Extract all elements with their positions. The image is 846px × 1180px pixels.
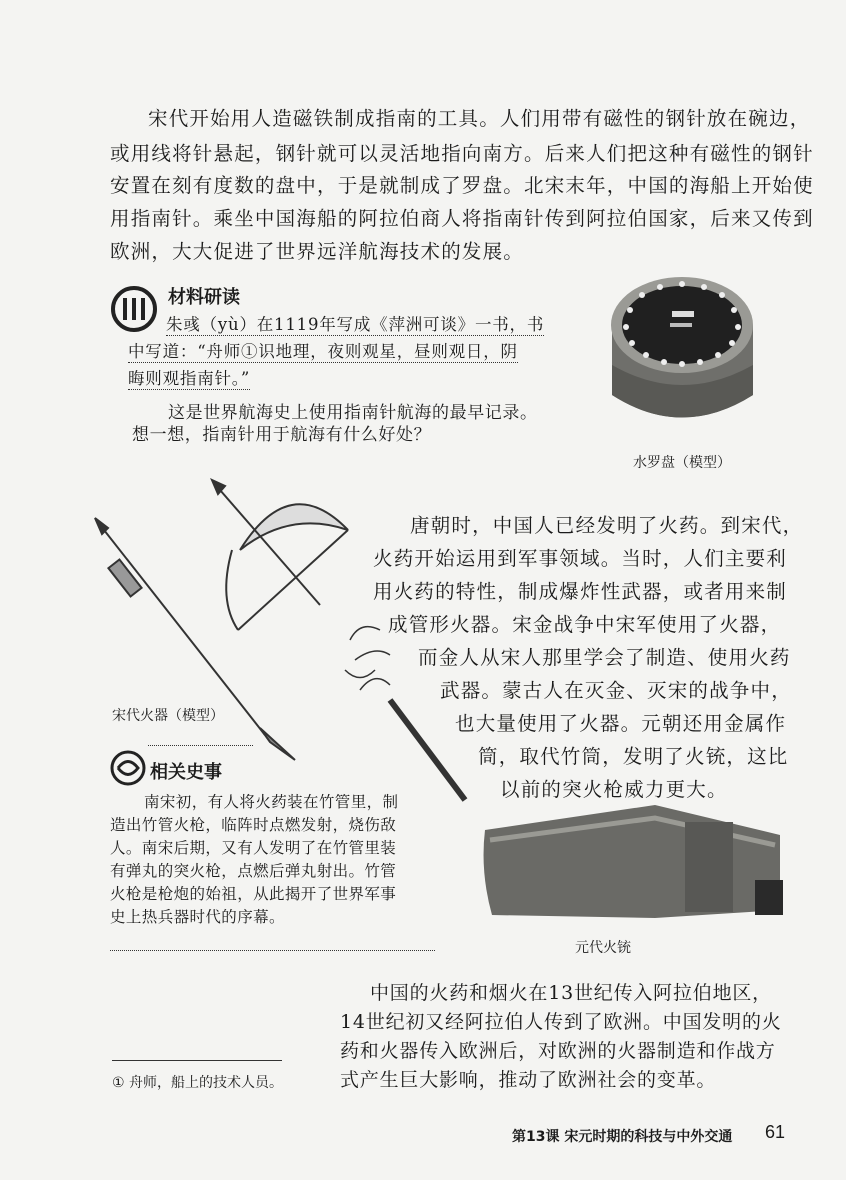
- text-line: 火药开始运用到军事领域。当时，人们主要利: [373, 547, 788, 570]
- question-line: 这是世界航海史上使用指南针航海的最早记录。: [168, 403, 538, 423]
- quote-line: 中写道：“舟师①识地理，夜则观星，昼则观日，阴: [128, 338, 518, 363]
- text-line: 人。南宋后期，又有人发明了在竹管里装: [110, 839, 397, 857]
- related-history-title: 相关史事: [150, 762, 222, 783]
- text-line: 宋代开始用人造磁铁制成指南的工具。人们用带有磁性的钢针放在碗边，: [148, 107, 811, 130]
- compass-caption: 水罗盘（模型）: [633, 455, 731, 471]
- quote-line: 朱彧（yù）在1119年写成《萍洲可谈》一书，书: [166, 311, 544, 336]
- weapons-caption: 宋代火器（模型）: [112, 708, 224, 724]
- related-history-icon: [110, 750, 146, 786]
- spread-paragraph: [330, 978, 800, 1098]
- text-line: 筒，取代竹筒，发明了火铳，这比: [478, 745, 789, 768]
- text-line: 而金人从宋人那里学会了制造、使用火药: [418, 646, 791, 669]
- text-line: 唐朝时，中国人已经发明了火药。到宋代，: [410, 514, 804, 537]
- text-line: 以前的突火枪威力更大。: [500, 778, 728, 801]
- question-line: 想一想，指南针用于航海有什么好处？: [132, 425, 432, 445]
- material-reading-title: 材料研读: [168, 287, 240, 308]
- page-number: 61: [765, 1122, 786, 1142]
- yuan-cannon-image: [480, 800, 785, 925]
- text-line: 欧洲，大大促进了世界远洋航海技术的发展。: [110, 240, 525, 263]
- text-line: 式产生巨大影响，推动了欧洲社会的变革。: [340, 1069, 717, 1091]
- text-line: 中国的火药和烟火在13世纪传入阿拉伯地区，: [370, 982, 772, 1004]
- text-line: 也大量使用了火器。元朝还用金属作: [455, 712, 787, 735]
- text-line: 南宋初，有人将火药装在竹管里，制: [144, 793, 399, 811]
- text-line: 药和火器传入欧洲后，对欧洲的火器制造和作战方: [340, 1040, 776, 1062]
- text-line: 成管形火器。宋金战争中宋军使用了火器，: [388, 613, 782, 636]
- top-dotted-rule: [148, 745, 253, 746]
- text-line: 用指南针。乘坐中国海船的阿拉伯商人将指南针传到阿拉伯国家，后来又传到: [110, 207, 814, 230]
- text-line: 安置在刻有度数的盘中，于是就制成了罗盘。北宋末年，中国的海船上开始使: [110, 174, 814, 197]
- related-history-box: [110, 745, 435, 951]
- text-line: 14世纪初又经阿拉伯人传到了欧洲。中国发明的火: [340, 1011, 782, 1033]
- text-line: 有弹丸的突火枪，点燃后弹丸射出。竹管: [110, 862, 397, 880]
- text-line: 武器。蒙古人在灭金、灭宋的战争中，: [440, 679, 792, 702]
- footnote: ① 舟师，船上的技术人员。: [112, 1075, 284, 1091]
- text-line: 史上热兵器时代的序幕。: [110, 908, 285, 926]
- text-line: 或用线将针悬起，钢针就可以灵活地指向南方。后来人们把这种有磁性的钢针: [110, 142, 814, 165]
- footer-lesson-title: 第13课 宋元时期的科技与中外交通: [512, 1129, 733, 1145]
- cannon-caption: 元代火铳: [575, 940, 631, 956]
- text-line: 用火药的特性，制成爆炸性武器，或者用来制: [373, 580, 788, 603]
- text-line: 火枪是枪炮的始祖，从此揭开了世界军事: [110, 885, 397, 903]
- footnote-rule: [112, 1060, 282, 1061]
- text-line: 造出竹管火枪，临阵时点燃发射，烧伤敌: [110, 816, 397, 834]
- related-history-text: [110, 790, 435, 940]
- quote-line: 晦则观指南针。”: [128, 365, 250, 390]
